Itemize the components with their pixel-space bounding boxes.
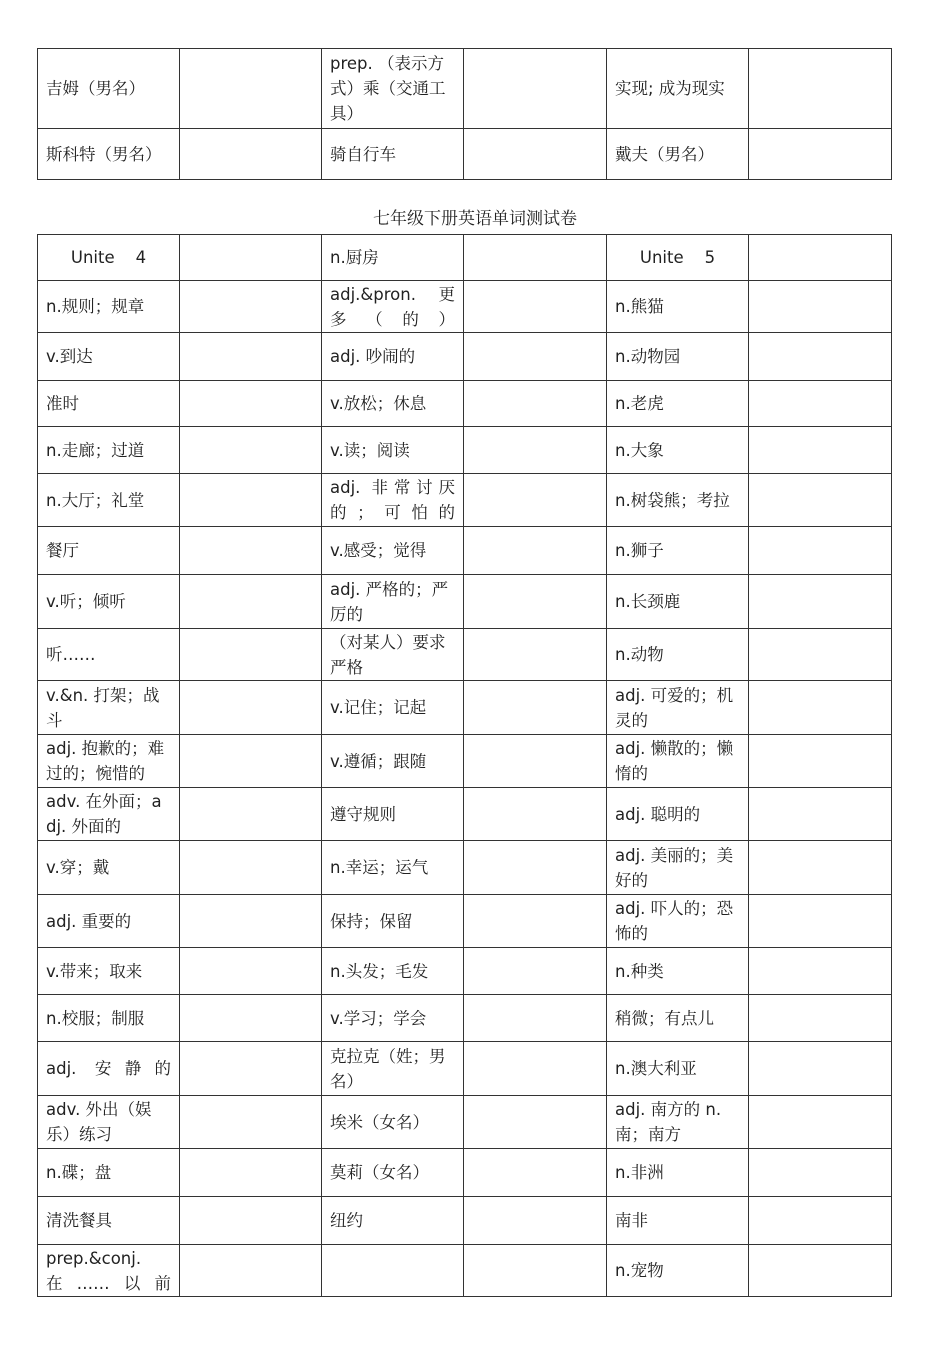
vocab-table-body <box>38 235 892 1297</box>
chinese-cell: n.校服；制服 <box>38 995 180 1042</box>
answer-cell[interactable] <box>464 49 607 129</box>
answer-cell[interactable] <box>464 1149 607 1197</box>
table-row <box>38 995 892 1042</box>
answer-cell[interactable] <box>180 129 322 180</box>
unit-header: Unite 5 <box>607 235 749 281</box>
answer-cell[interactable] <box>180 1245 322 1297</box>
answer-cell[interactable] <box>180 49 322 129</box>
vocab-table <box>37 234 892 1297</box>
table-row <box>38 575 892 629</box>
answer-cell[interactable] <box>749 948 892 995</box>
table-row <box>38 841 892 895</box>
chinese-cell: 遵守规则 <box>322 788 464 841</box>
chinese-cell: v.到达 <box>38 333 180 381</box>
table-row <box>38 381 892 427</box>
answer-cell[interactable] <box>749 995 892 1042</box>
table-row <box>38 1096 892 1149</box>
chinese-cell: adj. 非常讨厌的；可怕的 <box>322 474 464 527</box>
answer-cell[interactable] <box>464 681 607 735</box>
answer-cell[interactable] <box>464 788 607 841</box>
chinese-cell: 戴夫（男名） <box>607 129 749 180</box>
chinese-cell: n.动物 <box>607 629 749 681</box>
chinese-cell: 保持；保留 <box>322 895 464 948</box>
chinese-cell: n.规则；规章 <box>38 281 180 333</box>
table-row <box>38 527 892 575</box>
chinese-cell: v.&n. 打架；战斗 <box>38 681 180 735</box>
answer-cell[interactable] <box>180 735 322 788</box>
chinese-cell: v.遵循；跟随 <box>322 735 464 788</box>
answer-cell[interactable] <box>464 129 607 180</box>
chinese-cell: n.走廊；过道 <box>38 427 180 474</box>
chinese-cell: adj. 美丽的；美好的 <box>607 841 749 895</box>
chinese-cell: n.澳大利亚 <box>607 1042 749 1096</box>
chinese-cell: adj. 严格的；严厉的 <box>322 575 464 629</box>
answer-cell[interactable] <box>464 575 607 629</box>
chinese-cell: n.大象 <box>607 427 749 474</box>
chinese-cell: n.动物园 <box>607 333 749 381</box>
chinese-cell: adv. 外出（娱乐）练习 <box>38 1096 180 1149</box>
chinese-cell: adj. 可爱的；机灵的 <box>607 681 749 735</box>
table-row <box>38 895 892 948</box>
answer-cell[interactable] <box>464 1042 607 1096</box>
answer-cell[interactable] <box>464 235 607 281</box>
chinese-cell: 清洗餐具 <box>38 1197 180 1245</box>
answer-cell[interactable] <box>464 948 607 995</box>
answer-cell[interactable] <box>749 1245 892 1297</box>
table-row <box>38 49 892 129</box>
answer-cell[interactable] <box>464 474 607 527</box>
answer-cell[interactable] <box>749 1197 892 1245</box>
answer-cell[interactable] <box>749 629 892 681</box>
table-row <box>38 629 892 681</box>
chinese-cell: n.长颈鹿 <box>607 575 749 629</box>
answer-cell[interactable] <box>180 1096 322 1149</box>
unit-header: Unite 4 <box>38 235 180 281</box>
answer-cell[interactable] <box>749 735 892 788</box>
answer-cell[interactable] <box>749 1042 892 1096</box>
answer-cell[interactable] <box>180 948 322 995</box>
answer-cell[interactable] <box>749 474 892 527</box>
answer-cell[interactable] <box>464 427 607 474</box>
answer-cell[interactable] <box>180 629 322 681</box>
answer-cell[interactable] <box>180 575 322 629</box>
chinese-cell: n.宠物 <box>607 1245 749 1297</box>
answer-cell[interactable] <box>180 527 322 575</box>
chinese-cell: v.读；阅读 <box>322 427 464 474</box>
chinese-cell: 纽约 <box>322 1197 464 1245</box>
answer-cell[interactable] <box>749 235 892 281</box>
answer-cell[interactable] <box>180 474 322 527</box>
chinese-cell: v.听；倾听 <box>38 575 180 629</box>
chinese-cell: v.学习；学会 <box>322 995 464 1042</box>
chinese-cell: 听…… <box>38 629 180 681</box>
chinese-cell: n.厨房 <box>322 235 464 281</box>
chinese-cell: adj. 吓人的；恐怖的 <box>607 895 749 948</box>
table-row <box>38 1245 892 1297</box>
page-title: 七年级下册英语单词测试卷 <box>373 209 577 229</box>
chinese-cell: adj. 重要的 <box>38 895 180 948</box>
chinese-cell: 南非 <box>607 1197 749 1245</box>
table-row <box>38 788 892 841</box>
chinese-cell: v.带来；取来 <box>38 948 180 995</box>
chinese-cell: n.熊猫 <box>607 281 749 333</box>
chinese-cell <box>322 1245 464 1297</box>
table-row <box>38 735 892 788</box>
table-row <box>38 333 892 381</box>
chinese-cell: （对某人）要求严格 <box>322 629 464 681</box>
chinese-cell: n.种类 <box>607 948 749 995</box>
answer-cell[interactable] <box>464 895 607 948</box>
table-row <box>38 948 892 995</box>
answer-cell[interactable] <box>180 841 322 895</box>
table-row <box>38 474 892 527</box>
answer-cell[interactable] <box>749 575 892 629</box>
answer-cell[interactable] <box>749 129 892 180</box>
chinese-cell: v.记住；记起 <box>322 681 464 735</box>
top-vocab-table <box>37 48 892 180</box>
answer-cell[interactable] <box>464 629 607 681</box>
chinese-cell: 稍微；有点儿 <box>607 995 749 1042</box>
answer-cell[interactable] <box>749 1149 892 1197</box>
answer-cell[interactable] <box>464 841 607 895</box>
chinese-cell: v.穿；戴 <box>38 841 180 895</box>
table-row <box>38 1149 892 1197</box>
answer-cell[interactable] <box>464 527 607 575</box>
answer-cell[interactable] <box>464 281 607 333</box>
answer-cell[interactable] <box>180 381 322 427</box>
chinese-cell: n.幸运；运气 <box>322 841 464 895</box>
chinese-cell: 莫莉（女名） <box>322 1149 464 1197</box>
chinese-cell: n.头发；毛发 <box>322 948 464 995</box>
answer-cell[interactable] <box>180 281 322 333</box>
table-row <box>38 235 892 281</box>
chinese-cell: 餐厅 <box>38 527 180 575</box>
answer-cell[interactable] <box>180 995 322 1042</box>
answer-cell[interactable] <box>464 333 607 381</box>
answer-cell[interactable] <box>464 381 607 427</box>
answer-cell[interactable] <box>464 1197 607 1245</box>
answer-cell[interactable] <box>180 788 322 841</box>
answer-cell[interactable] <box>464 1245 607 1297</box>
table-row <box>38 281 892 333</box>
chinese-cell: adj. 安静的 <box>38 1042 180 1096</box>
answer-cell[interactable] <box>749 895 892 948</box>
chinese-cell: n.老虎 <box>607 381 749 427</box>
answer-cell[interactable] <box>749 841 892 895</box>
chinese-cell: adj. 聪明的 <box>607 788 749 841</box>
table-row <box>38 1197 892 1245</box>
chinese-cell: n.狮子 <box>607 527 749 575</box>
chinese-cell: adj. 吵闹的 <box>322 333 464 381</box>
answer-cell[interactable] <box>180 235 322 281</box>
chinese-cell: n.碟；盘 <box>38 1149 180 1197</box>
answer-cell[interactable] <box>749 49 892 129</box>
table-row <box>38 427 892 474</box>
chinese-cell: 骑自行车 <box>322 129 464 180</box>
chinese-cell: 实现; 成为现实 <box>607 49 749 129</box>
answer-cell[interactable] <box>180 1149 322 1197</box>
table-row <box>38 681 892 735</box>
chinese-cell: adv. 在外面；adj. 外面的 <box>38 788 180 841</box>
answer-cell[interactable] <box>180 427 322 474</box>
chinese-cell: 斯科特（男名） <box>38 129 180 180</box>
chinese-cell: n.大厅；礼堂 <box>38 474 180 527</box>
answer-cell[interactable] <box>180 1042 322 1096</box>
answer-cell[interactable] <box>180 333 322 381</box>
table-row <box>38 1042 892 1096</box>
answer-cell[interactable] <box>180 681 322 735</box>
answer-cell[interactable] <box>749 527 892 575</box>
answer-cell[interactable] <box>749 281 892 333</box>
chinese-cell: v.感受；觉得 <box>322 527 464 575</box>
chinese-cell: v.放松；休息 <box>322 381 464 427</box>
chinese-cell: n.非洲 <box>607 1149 749 1197</box>
chinese-cell: 吉姆（男名） <box>38 49 180 129</box>
answer-cell[interactable] <box>464 995 607 1042</box>
table-row <box>38 129 892 180</box>
answer-cell[interactable] <box>749 681 892 735</box>
answer-cell[interactable] <box>464 735 607 788</box>
chinese-cell: 准时 <box>38 381 180 427</box>
answer-cell[interactable] <box>464 1096 607 1149</box>
answer-cell[interactable] <box>749 427 892 474</box>
chinese-cell: adj.&pron. 更多（的） <box>322 281 464 333</box>
answer-cell[interactable] <box>749 333 892 381</box>
chinese-cell: adj. 抱歉的；难过的；惋惜的 <box>38 735 180 788</box>
chinese-cell: 埃米（女名） <box>322 1096 464 1149</box>
chinese-cell: prep. （表示方式）乘（交通工具） <box>322 49 464 129</box>
chinese-cell: n.树袋熊；考拉 <box>607 474 749 527</box>
answer-cell[interactable] <box>749 1096 892 1149</box>
answer-cell[interactable] <box>749 788 892 841</box>
chinese-cell: 克拉克（姓；男名） <box>322 1042 464 1096</box>
chinese-cell: adj. 懒散的；懒惰的 <box>607 735 749 788</box>
answer-cell[interactable] <box>180 895 322 948</box>
chinese-cell: adj. 南方的 n.南；南方 <box>607 1096 749 1149</box>
answer-cell[interactable] <box>180 1197 322 1245</box>
answer-cell[interactable] <box>749 381 892 427</box>
chinese-cell: prep.&conj. 在……以前 <box>38 1245 180 1297</box>
